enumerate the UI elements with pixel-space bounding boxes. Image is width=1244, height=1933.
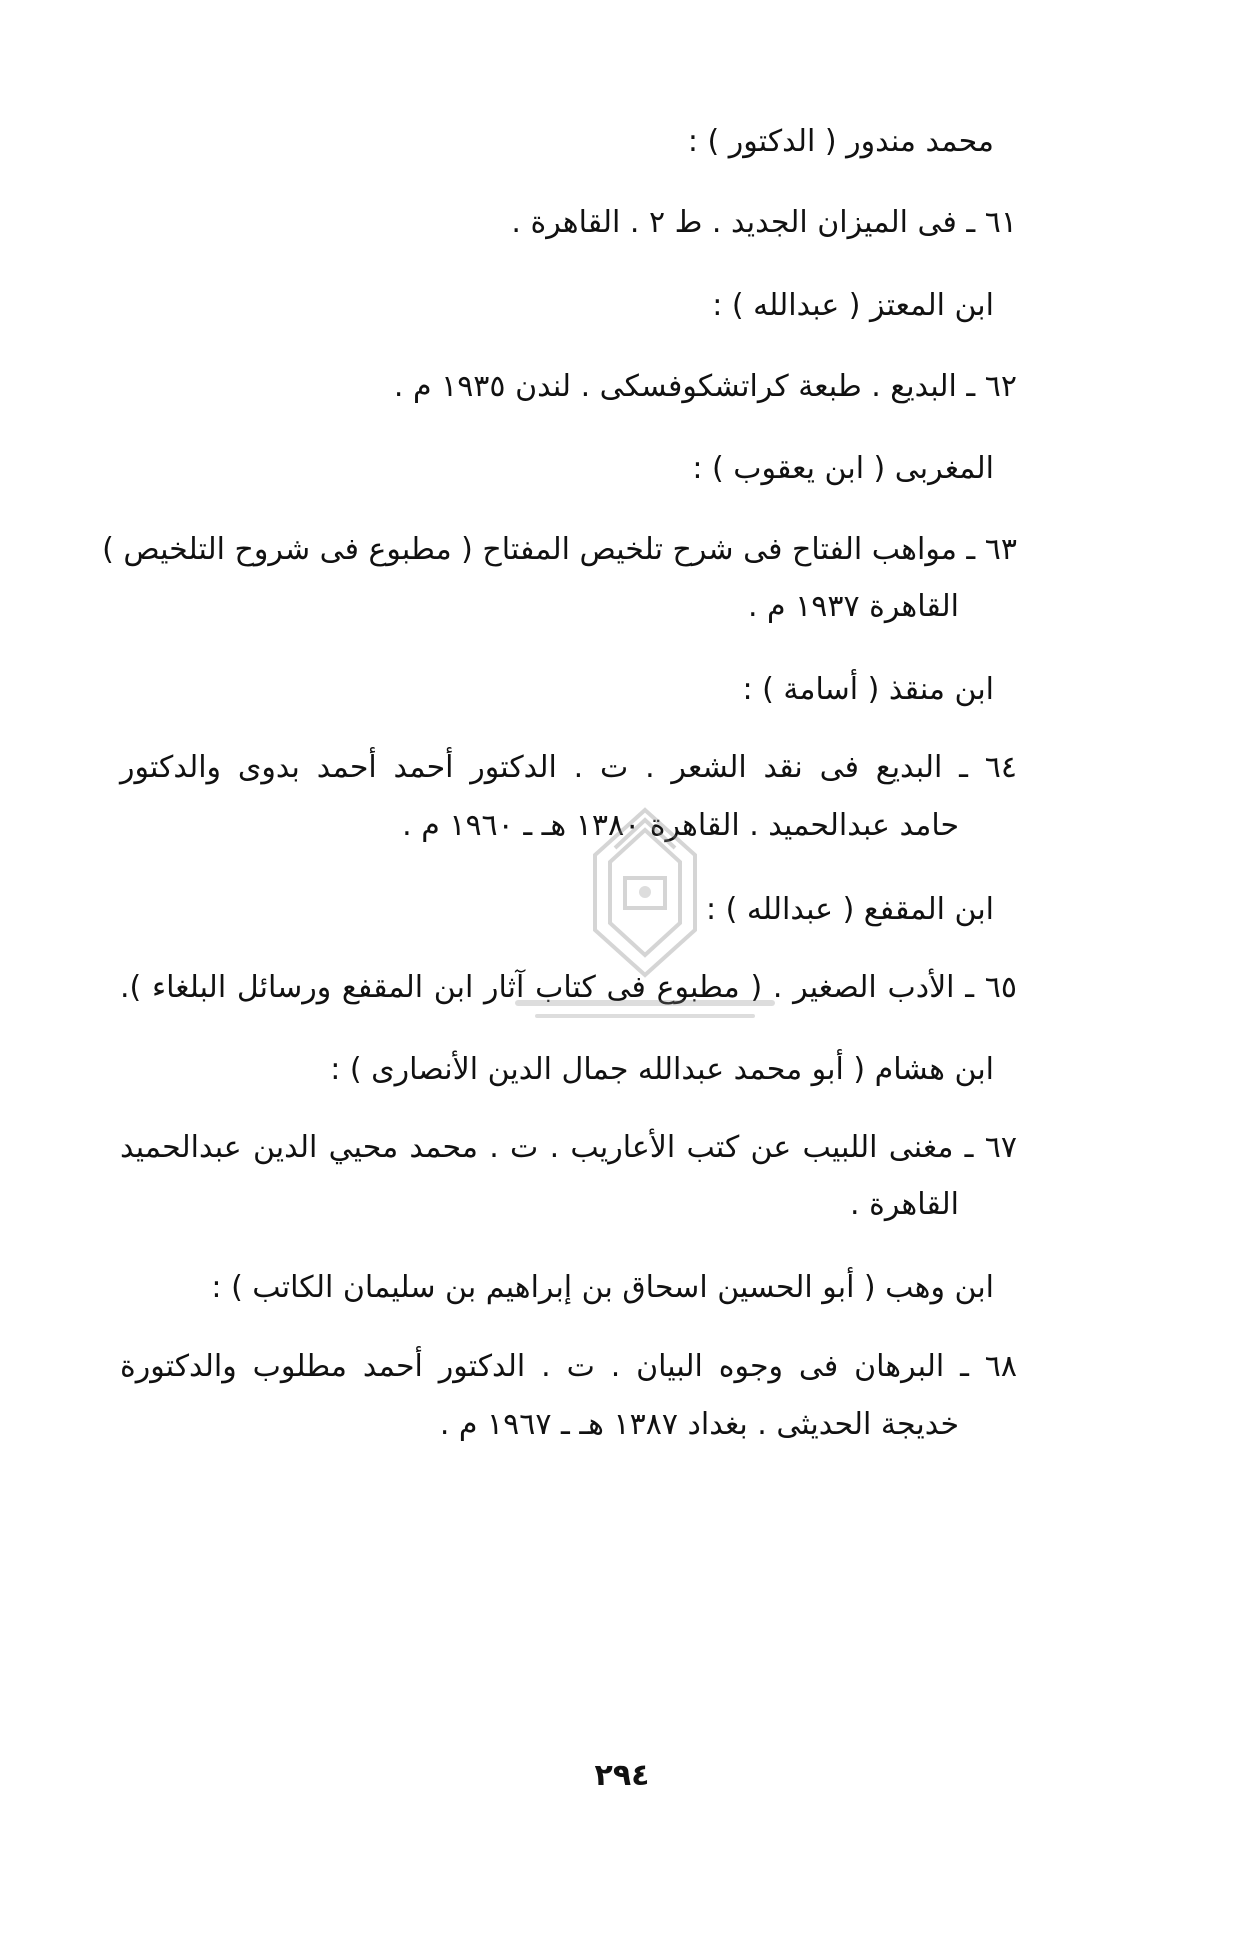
bibliography-entry: ٦٨ ـ البرهان فى وجوه البيان . ت . الدكتور أحمد مطلوب والدكتورة xyxy=(120,1349,1017,1384)
bibliography-entry: ٦٣ ـ مواهب الفتاح فى شرح تلخيص المفتاح ( مطبوع فى شروح التلخيص ) xyxy=(102,532,1017,567)
bibliography-entry-continuation: القاهرة . xyxy=(850,1187,959,1222)
bibliography-entry: ٦٢ ـ البديع . طبعة كراتشكوفسكى . لندن ١٩٣٥ م . xyxy=(393,369,1017,404)
author-heading: ابن المعتز ( عبدالله ) : xyxy=(712,288,994,323)
bibliography-entry: ٦٤ ـ البديع فى نقد الشعر . ت . الدكتور أحمد أحمد بدوى والدكتور xyxy=(120,750,1017,785)
author-heading: محمد مندور ( الدكتور ) : xyxy=(687,124,994,159)
author-heading: ابن المقفع ( عبدالله ) : xyxy=(705,892,994,927)
author-heading: ابن هشام ( أبو محمد عبدالله جمال الدين الأنصارى ) : xyxy=(330,1052,994,1087)
bibliography-entry: ٦٧ ـ مغنى اللبيب عن كتب الأعاريب . ت . محمد محيي الدين عبدالحميد xyxy=(120,1130,1017,1165)
page-number: ٢٩٤ xyxy=(594,1758,650,1793)
author-heading: ابن منقذ ( أسامة ) : xyxy=(742,672,994,707)
bibliography-entry-continuation: خديجة الحديثى . بغداد ١٣٨٧ هـ ـ ١٩٦٧ م . xyxy=(439,1407,959,1442)
bibliography-entry: ٦٥ ـ الأدب الصغير . ( مطبوع فى كتاب آثار ابن المقفع ورسائل البلغاء ). xyxy=(120,970,1017,1005)
bibliography-entry-continuation: القاهرة ١٩٣٧ م . xyxy=(747,589,959,624)
author-heading: ابن وهب ( أبو الحسين اسحاق بن إبراهيم بن سليمان الكاتب ) : xyxy=(211,1270,994,1305)
author-heading: المغربى ( ابن يعقوب ) : xyxy=(692,451,994,486)
library-stamp-watermark xyxy=(495,800,795,1060)
bibliography-entry: ٦١ ـ فى الميزان الجديد . ط ٢ . القاهرة . xyxy=(511,205,1017,240)
bibliography-entry-continuation: حامد عبدالحميد . القاهرة ١٣٨٠ هـ ـ ١٩٦٠ م . xyxy=(402,808,959,843)
